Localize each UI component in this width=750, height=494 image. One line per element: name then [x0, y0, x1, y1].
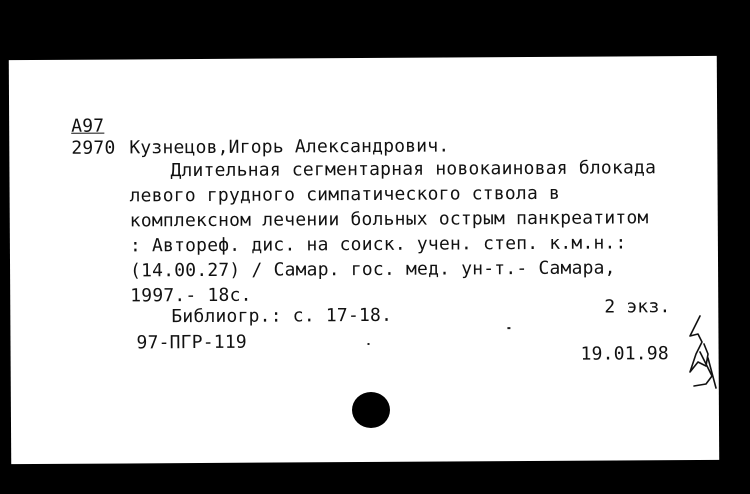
- title-line-1: Длительная сегментарная новокаиновая блокада: [170, 157, 657, 182]
- copies-count: 2 экз.: [604, 296, 671, 318]
- ink-speck: [368, 343, 370, 345]
- title-line-4: : Автореф. дис. на соиск. учен. степ. к.м.н.:: [129, 232, 627, 257]
- title-line-5: (14.00.27) / Самар. гос. мед. ун-т.- Самара,: [129, 257, 616, 282]
- author-heading: Кузнецов,Игорь Александрович.: [129, 135, 450, 159]
- punch-hole: [352, 392, 390, 428]
- accession-number: 97-ПГР-119: [136, 331, 247, 354]
- title-line-6: 1997.- 18с.: [130, 284, 252, 307]
- ink-speck: [507, 327, 510, 329]
- record-number: 2970: [71, 137, 116, 159]
- date-stamp: 19.01.98: [580, 343, 669, 365]
- shelfmark: А97: [71, 115, 105, 137]
- bibliography-note: Библиогр.: с. 17-18.: [171, 304, 393, 328]
- signature-mark: [676, 314, 724, 394]
- title-line-2: левого грудного симпатического ствола в: [129, 182, 561, 207]
- title-line-3: комплексном лечении больных острым панкреатитом: [129, 207, 649, 232]
